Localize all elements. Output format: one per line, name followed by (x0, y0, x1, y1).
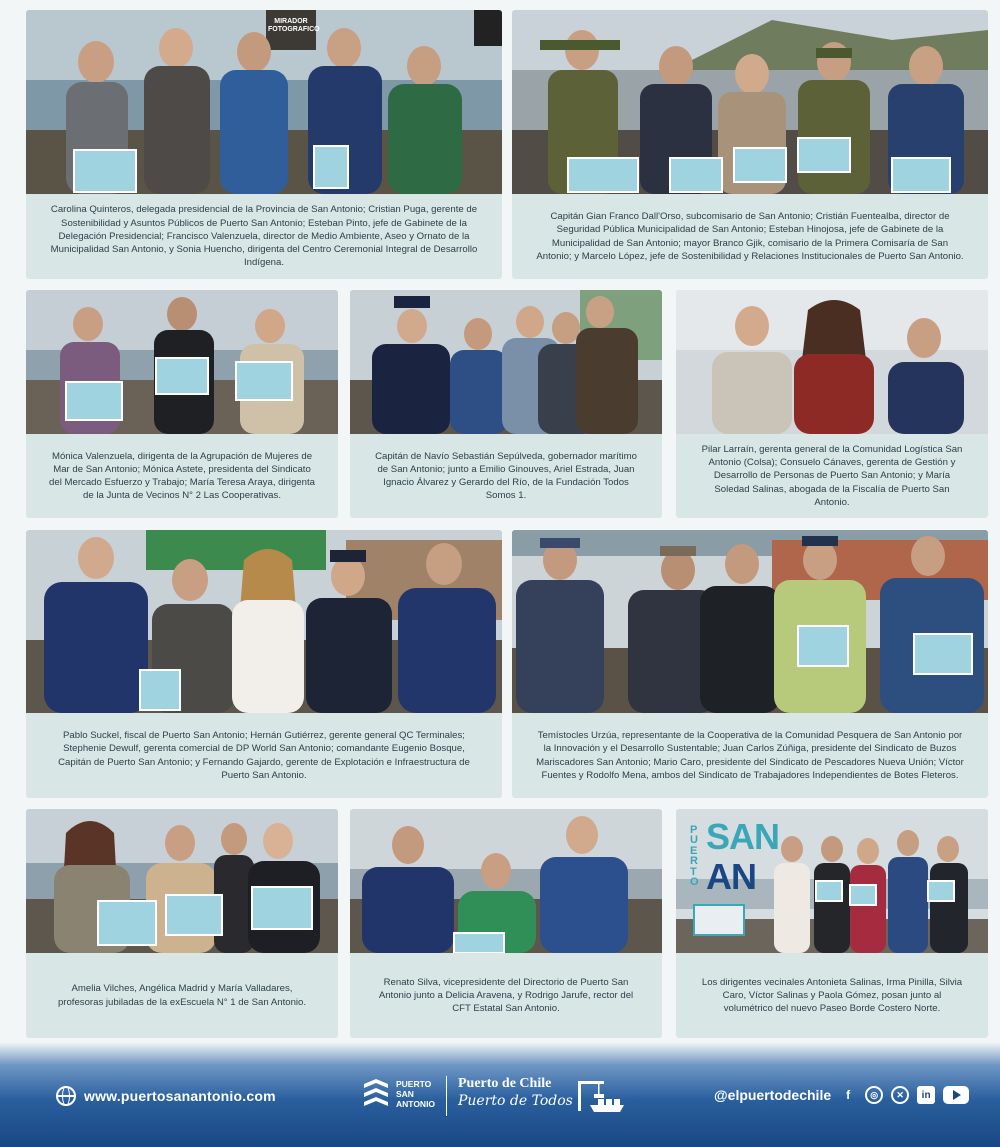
linkedin-icon[interactable]: in (917, 1086, 935, 1104)
photo-card-8 (26, 809, 338, 1038)
sign-an-letters: AN (706, 856, 756, 897)
footer-banner (0, 1042, 1000, 1147)
group-photo-1[interactable] (26, 10, 502, 194)
logo-divider (446, 1076, 447, 1116)
youtube-icon[interactable] (943, 1086, 969, 1104)
photo-card-3 (26, 290, 338, 518)
photo-caption-7: Temístocles Urzúa, representante de la Cooperativa de la Comunidad Pesquera de San Antonio por la Innovación y el Desarrollo Sustentable; Juan Carlos Zúñiga, presidente del Sindicato de Buzos Mariscadores San Antonio; Mario Caro, presidente del Sindicato de Pescadores Nueva Unión; Víctor Fuentes y Rodolfo Mena, ambos del Sindicato de Trabajadores Independientes de Botes Fleteros. (512, 713, 988, 798)
instagram-icon[interactable]: ◎ (865, 1086, 883, 1104)
photo-card-10 (676, 809, 988, 1038)
port-crane-icon (574, 1079, 628, 1115)
logo-line-2: SAN (396, 1089, 414, 1100)
photo-caption-3: Mónica Valenzuela, dirigenta de la Agrupación de Mujeres de Mar de San Antonio; Mónica Astete, presidenta del Sindicato del Mercado Esfuerzo y Trabajo; María Teresa Araya, dirigenta de la Junta de Vecinos N° 2 Las Cooperativas. (26, 434, 338, 518)
social-links (714, 1086, 969, 1104)
group-photo-8[interactable] (26, 809, 338, 953)
photo-caption-8: Amelia Vilches, Angélica Madrid y María Valladares, profesoras jubiladas de la exEscuela N° 1 de San Antonio. (26, 953, 338, 1038)
photo-caption-2: Capitán Gian Franco Dall'Orso, subcomisario de San Antonio; Cristián Fuentealba, director de Seguridad Pública Municipalidad de San Antonio; Esteban Hinojosa, jefe de Gabinete de la Municipalidad de San Antonio; mayor Branco Gjik, comisario de la Primera Comisaría de San Antonio; y Marcelo López, jefe de Sostenibilidad y Relaciones Institucionales de Puerto San Antonio. (512, 194, 988, 279)
photo-card-6 (26, 530, 502, 798)
puerto-san-antonio-logo (362, 1078, 435, 1112)
photo-card-4 (350, 290, 662, 518)
facebook-icon[interactable]: f (846, 1088, 851, 1102)
sign-puerto-letters: PUERTO (690, 824, 699, 889)
group-photo-10[interactable] (676, 809, 988, 953)
photo-card-2 (512, 10, 988, 279)
puerto-de-chile-brand (458, 1076, 573, 1109)
group-photo-4[interactable] (350, 290, 662, 434)
group-photo-7[interactable] (512, 530, 988, 713)
brand-tagline: Puerto de Todos (458, 1093, 573, 1109)
photo-caption-4: Capitán de Navío Sebastián Sepúlveda, gobernador marítimo de San Antonio; junto a Emilio Ginouves, Ariel Estrada, Juan Ignacio Álvarez y Gerardo del Río, de la Fundación Todos Somos 1. (350, 434, 662, 518)
photo-caption-9: Renato Silva, vicepresidente del Directorio de Puerto San Antonio junto a Delicia Aravena, y Rodrigo Jarufe, rector del CFT Estatal San Antonio. (350, 953, 662, 1038)
social-handle[interactable]: @elpuertodechile (714, 1087, 832, 1103)
photo-card-9 (350, 809, 662, 1038)
group-photo-6[interactable] (26, 530, 502, 713)
group-photo-5[interactable] (676, 290, 988, 434)
group-photo-2[interactable] (512, 10, 988, 194)
photo-card-5 (676, 290, 988, 518)
logo-line-3: ANTONIO (396, 1098, 436, 1109)
website-text: www.puertosanantonio.com (84, 1088, 276, 1104)
photo-caption-10: Los dirigentes vecinales Antonieta Salinas, Irma Pinilla, Silvia Caro, Víctor Salinas y Paola Gómez, posan junto al volumétrico del nuevo Paseo Borde Costero Norte. (676, 953, 988, 1038)
group-photo-9[interactable] (350, 809, 662, 953)
globe-icon (56, 1086, 76, 1106)
waves-logo-icon (362, 1078, 390, 1112)
group-photo-3[interactable] (26, 290, 338, 434)
brand-title: Puerto de Chile (458, 1076, 552, 1091)
logo-line-1: PUERTO (396, 1079, 432, 1090)
photo-caption-5: Pilar Larraín, gerenta general de la Comunidad Logística San Antonio (Colsa); Consuelo Cánaves, gerenta de Gestión y Desarrollo de Personas de Puerto San Antonio; y María Soledad Salinas, abogada de la Fiscalía de Puerto San Antonio. (676, 434, 988, 518)
photo-card-7 (512, 530, 988, 798)
sign-san-letters: SAN (706, 816, 780, 857)
photo-caption-6: Pablo Suckel, fiscal de Puerto San Antonio; Hernán Gutiérrez, gerente general QC Terminales; Stephenie Dewulf, gerenta comercial de DP World San Antonio; comandante Eugenio Bosque, Capitán de Puerto San Antonio; y Fernando Gajardo, gerente de Explotación e Infraestructura de Puerto San Antonio. (26, 713, 502, 798)
x-icon[interactable]: ✕ (891, 1086, 909, 1104)
website-link[interactable] (56, 1086, 276, 1106)
mirador-sign: MIRADOR FOTOGRAFICO (268, 18, 320, 34)
photo-card-1 (26, 10, 502, 279)
logo-text (396, 1080, 435, 1109)
photo-caption-1: Carolina Quinteros, delegada presidencial de la Provincia de San Antonio; Cristian Puga, gerente de Sostenibilidad y Asuntos Públicos de Puerto San Antonio; Esteban Pinto, jefe de Gabinete de la Delegación Presidencial; Francisco Valenzuela, director de Medio Ambiente, Aseo y Ornato de la Municipalidad San Antonio, y Sonia Huencho, dirigenta del Centro Ceremonial Integral de Desarrollo Indígena. (26, 194, 502, 279)
